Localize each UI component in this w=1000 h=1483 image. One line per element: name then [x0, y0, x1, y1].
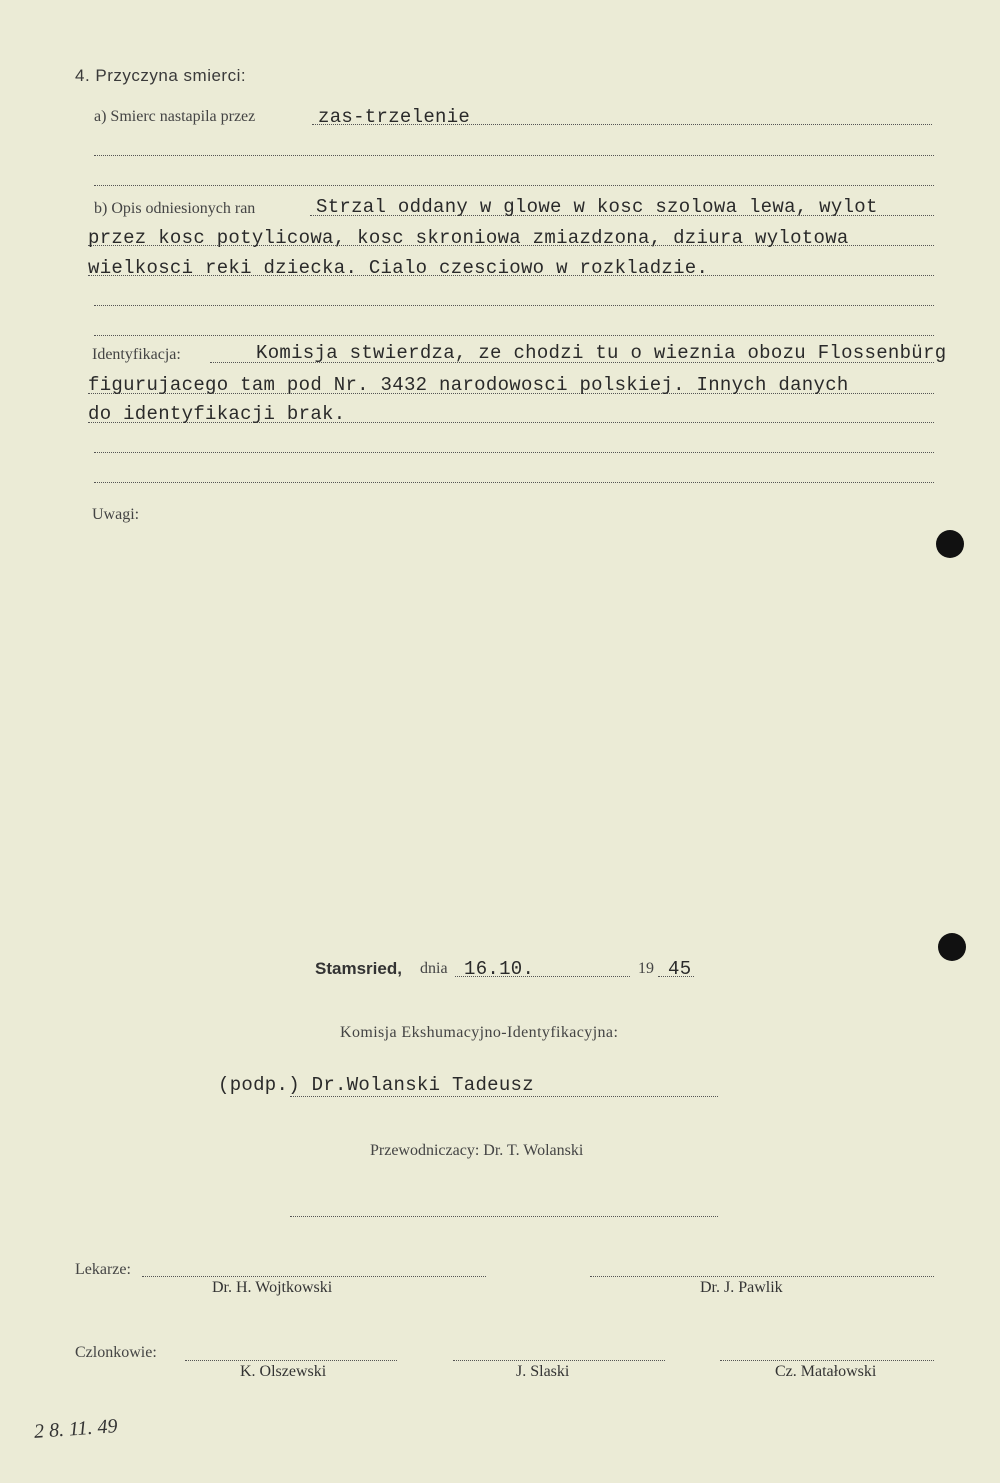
member-name: J. Slaski [516, 1363, 570, 1380]
blank-dotted-line [94, 482, 934, 483]
place: Stamsried, [315, 959, 402, 978]
punch-hole [936, 530, 964, 558]
chairman-signature-line [290, 1216, 718, 1217]
member-signature-line [453, 1360, 665, 1361]
member-signature-line [185, 1360, 397, 1361]
identification-line-3: do identyfikacji brak. [88, 403, 346, 425]
members-label: Czlonkowie: [75, 1344, 157, 1361]
doctor-signature-line [142, 1276, 486, 1277]
cause-value: zas-trzelenie [318, 106, 471, 128]
doctor-name: Dr. J. Pawlik [700, 1279, 783, 1296]
commission-signature: (podp.) Dr.Wolanski Tadeusz [218, 1074, 534, 1096]
identification-label: Identyfikacja: [92, 346, 181, 363]
doctor-name: Dr. H. Wojtkowski [212, 1279, 333, 1296]
wounds-line-1: Strzal oddany w glowe w kosc szolowa lewa, wylot [316, 196, 878, 218]
member-name: Cz. Matałowski [775, 1363, 877, 1380]
blank-dotted-line [94, 185, 934, 186]
blank-dotted-line [94, 305, 934, 306]
wounds-label: b) Opis odniesionych ran [94, 200, 256, 217]
chairman: Przewodniczacy: Dr. T. Wolanski [370, 1142, 584, 1159]
cause-label: a) Smierc nastapila przez [94, 108, 256, 125]
remarks-label: Uwagi: [92, 506, 140, 523]
signature-dotted-line [290, 1096, 718, 1097]
member-name: K. Olszewski [240, 1363, 327, 1380]
commission-title: Komisja Ekshumacyjno-Identyfikacyjna: [340, 1024, 619, 1041]
doctors-label: Lekarze: [75, 1261, 131, 1278]
year-prefix: 19 [638, 960, 654, 977]
blank-dotted-line [94, 452, 934, 453]
identification-line-2: figurujacego tam pod Nr. 3432 narodowosci polskiej. Innych danych [88, 374, 849, 396]
section-heading: 4. Przyczyna smierci: [75, 66, 247, 85]
blank-dotted-line [94, 335, 934, 336]
blank-dotted-line [94, 155, 934, 156]
wounds-line-2: przez kosc potylicowa, kosc skroniowa zmiazdzona, dziura wylotowa [88, 227, 849, 249]
doctor-signature-line [590, 1276, 934, 1277]
punch-hole [938, 933, 966, 961]
dnia-label: dnia [420, 960, 448, 977]
member-signature-line [720, 1360, 934, 1361]
year-suffix: 45 [668, 958, 692, 980]
wounds-line-3: wielkosci reki dziecka. Cialo czesciowo w rozkladzie. [88, 257, 709, 279]
handwritten-note: 2 8. 11. 49 [33, 1415, 119, 1443]
identification-line-1: Komisja stwierdza, ze chodzi tu o wieznia obozu Flossenbürg [256, 342, 947, 364]
date-value: 16.10. [464, 958, 535, 980]
